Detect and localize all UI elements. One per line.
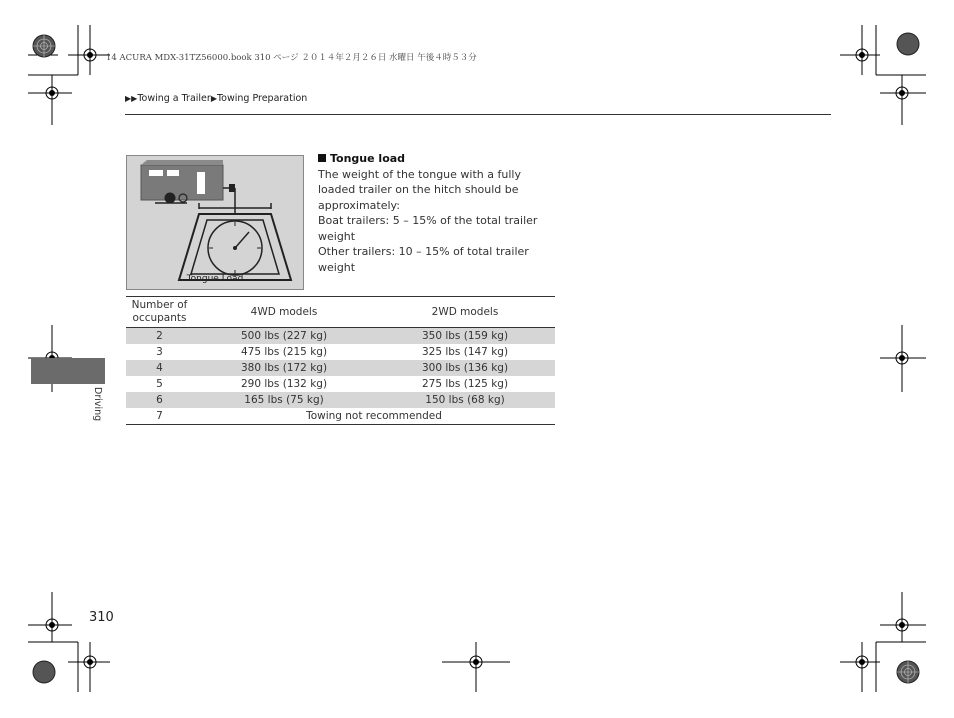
cell-4wd: 165 lbs (75 kg) <box>193 392 375 408</box>
table-row <box>126 392 555 408</box>
breadcrumb-separator: ▶ <box>210 94 217 103</box>
cell-2wd: 150 lbs (68 kg) <box>375 392 555 408</box>
breadcrumb <box>125 93 307 104</box>
chapter-tab[interactable] <box>31 358 105 384</box>
table-row <box>126 360 555 376</box>
cell-4wd: 475 lbs (215 kg) <box>240 345 328 358</box>
figure-caption: Tongue Load <box>186 274 244 284</box>
cell-2wd: 275 lbs (125 kg) <box>421 377 509 390</box>
table-header-row <box>126 297 555 328</box>
cell-not-recommended: Towing not recommended <box>193 408 555 425</box>
cell-4wd: 380 lbs (172 kg) <box>193 360 375 376</box>
table-row <box>126 376 555 392</box>
page-number: 310 <box>89 610 114 625</box>
note-heading-text: Tongue load <box>330 152 406 165</box>
tongue-load-table <box>126 296 555 425</box>
note-heading <box>318 151 558 167</box>
table-row <box>126 344 555 360</box>
tongue-load-note <box>318 151 558 275</box>
breadcrumb-subsection[interactable]: Towing Preparation <box>216 93 308 104</box>
cell-occupants: 6 <box>126 392 193 408</box>
cell-occupants: 7 <box>126 408 193 425</box>
breadcrumb-section[interactable]: Towing a Trailer <box>137 93 211 104</box>
cell-4wd: 500 lbs (227 kg) <box>193 328 375 345</box>
cell-2wd: 350 lbs (159 kg) <box>375 328 555 345</box>
cell-2wd: 300 lbs (136 kg) <box>375 360 555 376</box>
trailer-scale-drawing <box>127 156 303 289</box>
cell-2wd: 325 lbs (147 kg) <box>421 345 509 358</box>
header-4wd: 4WD models <box>193 297 375 328</box>
cell-occupants: 2 <box>126 328 193 345</box>
square-bullet-icon <box>318 154 326 162</box>
print-job-info: 14 ACURA MDX-31TZ56000.book 310 ページ ２０１４年２月２６日 水曜日 午後４時５３分 <box>106 53 477 63</box>
breadcrumb-arrows: ▶▶ <box>125 94 138 103</box>
tongue-load-illustration <box>126 155 304 290</box>
cell-occupants: 4 <box>126 360 193 376</box>
cell-4wd: 290 lbs (132 kg) <box>240 377 328 390</box>
note-intro: The weight of the tongue with a fully loaded trailer on the hitch should be approximately: <box>318 167 521 212</box>
note-boat-trailers: Boat trailers: 5 – 15% of the total trailer weight <box>318 214 538 243</box>
cell-occupants: 3 <box>156 345 163 358</box>
header-rule <box>125 114 831 115</box>
table-row <box>126 328 555 345</box>
table-row <box>126 408 555 425</box>
cell-occupants: 5 <box>156 377 163 390</box>
chapter-tab-label: Driving <box>92 387 103 422</box>
note-other-trailers: Other trailers: 10 – 15% of total trailer weight <box>318 245 529 274</box>
header-2wd: 2WD models <box>375 297 555 328</box>
header-occupants: Number of occupants <box>126 297 193 328</box>
